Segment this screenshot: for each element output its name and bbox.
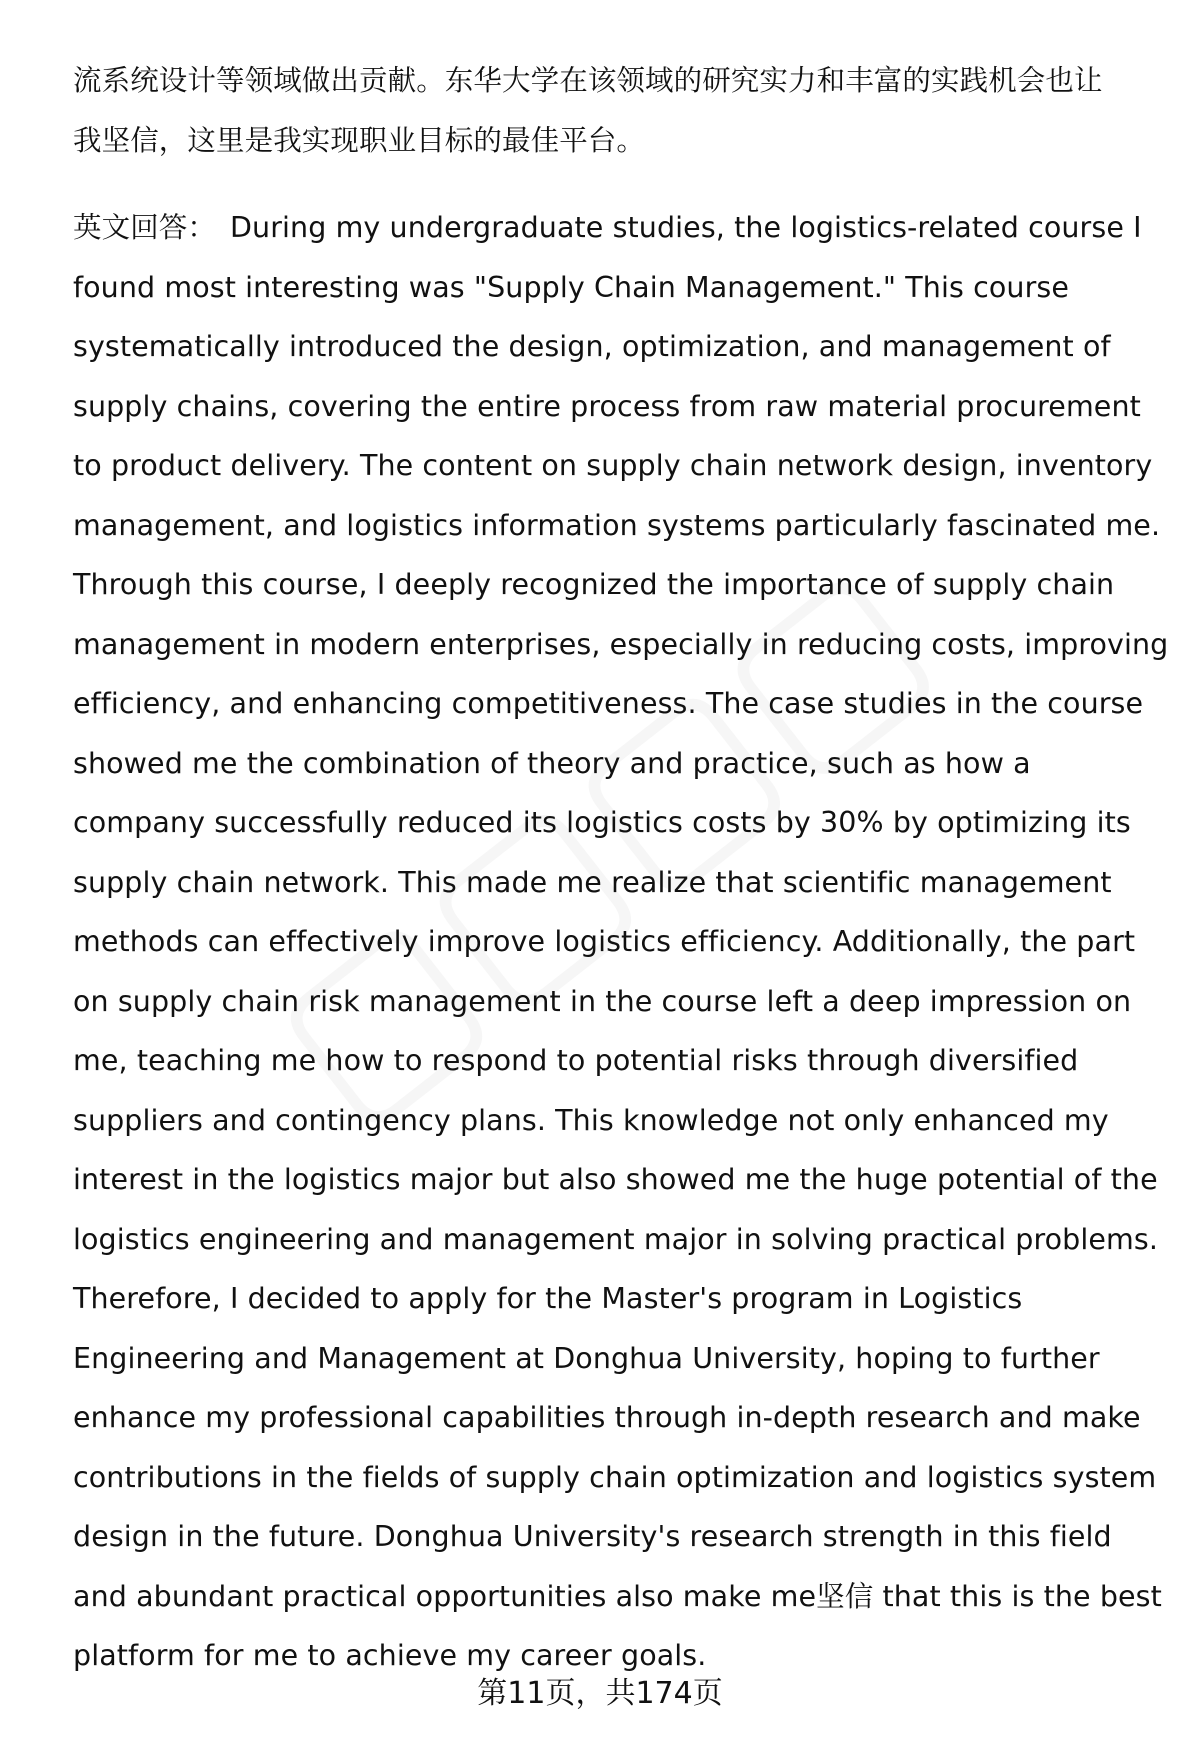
paragraph-line: platform for me to achieve my career goals. — [73, 1639, 707, 1672]
paragraph-line: showed me the combination of theory and practice, such as how a — [73, 746, 1031, 780]
paragraph-line: 我坚信，这里是我实现职业目标的最佳平台。 — [73, 123, 646, 157]
paragraph-line: 流系统设计等领域做出贡献。东华大学在该领域的研究实力和丰富的实践机会也让 — [73, 64, 1103, 97]
paragraph-line: efficiency, and enhancing competitiveness. The case studies in the course — [73, 687, 1144, 720]
paragraph-line: to product delivery. The content on supply chain network design, inventory — [73, 449, 1153, 482]
paragraph-line: found most interesting was "Supply Chain Management." This course — [73, 270, 1069, 304]
paragraph-line: systematically introduced the design, optimization, and management of — [73, 330, 1111, 363]
first-line-text: During my undergraduate studies, the logistics-related course I — [230, 211, 1142, 244]
paragraph-line: on supply chain risk management in the course left a deep impression on — [73, 984, 1132, 1018]
chinese-paragraph — [73, 51, 1153, 170]
paragraph-line: Engineering and Management at Donghua University, hoping to further — [73, 1341, 1100, 1375]
paragraph-line: suppliers and contingency plans. This knowledge not only enhanced my — [73, 1103, 1109, 1137]
paragraph-line: management in modern enterprises, especially in reducing costs, improving — [73, 627, 1169, 661]
paragraph-line: enhance my professional capabilities through in-depth research and make — [73, 1401, 1141, 1434]
paragraph-line: and abundant practical opportunities also make me坚信 that this is the best — [73, 1579, 1162, 1613]
answer-label: 英文回答： — [73, 211, 217, 244]
paragraph-line: interest in the logistics major but also showed me the huge potential of the — [73, 1163, 1158, 1196]
paragraph-line: Through this course, I deeply recognized the importance of supply chain — [73, 568, 1115, 601]
paragraph-line: me, teaching me how to respond to potential risks through diversified — [73, 1044, 1079, 1077]
paragraph-line: design in the future. Donghua University's research strength in this field — [73, 1520, 1112, 1553]
paragraph-line: company successfully reduced its logistics costs by 30% by optimizing its — [73, 806, 1131, 839]
page-number-footer: 第11页，共174页 — [477, 1676, 723, 1711]
paragraph-line: contributions in the fields of supply chain optimization and logistics system — [73, 1460, 1157, 1494]
paragraph-line — [73, 198, 1153, 258]
english-answer-paragraph — [73, 198, 1169, 1686]
paragraph-line: management, and logistics information systems particularly fascinated me. — [73, 508, 1161, 542]
paragraph-line: supply chain network. This made me realize that scientific management — [73, 865, 1112, 899]
paragraph-line: Therefore, I decided to apply for the Master's program in Logistics — [73, 1282, 1023, 1315]
paragraph-line: logistics engineering and management major in solving practical problems. — [73, 1222, 1158, 1256]
paragraph-line: methods can effectively improve logistics efficiency. Additionally, the part — [73, 925, 1136, 958]
paragraph-line: supply chains, covering the entire process from raw material procurement — [73, 389, 1141, 423]
